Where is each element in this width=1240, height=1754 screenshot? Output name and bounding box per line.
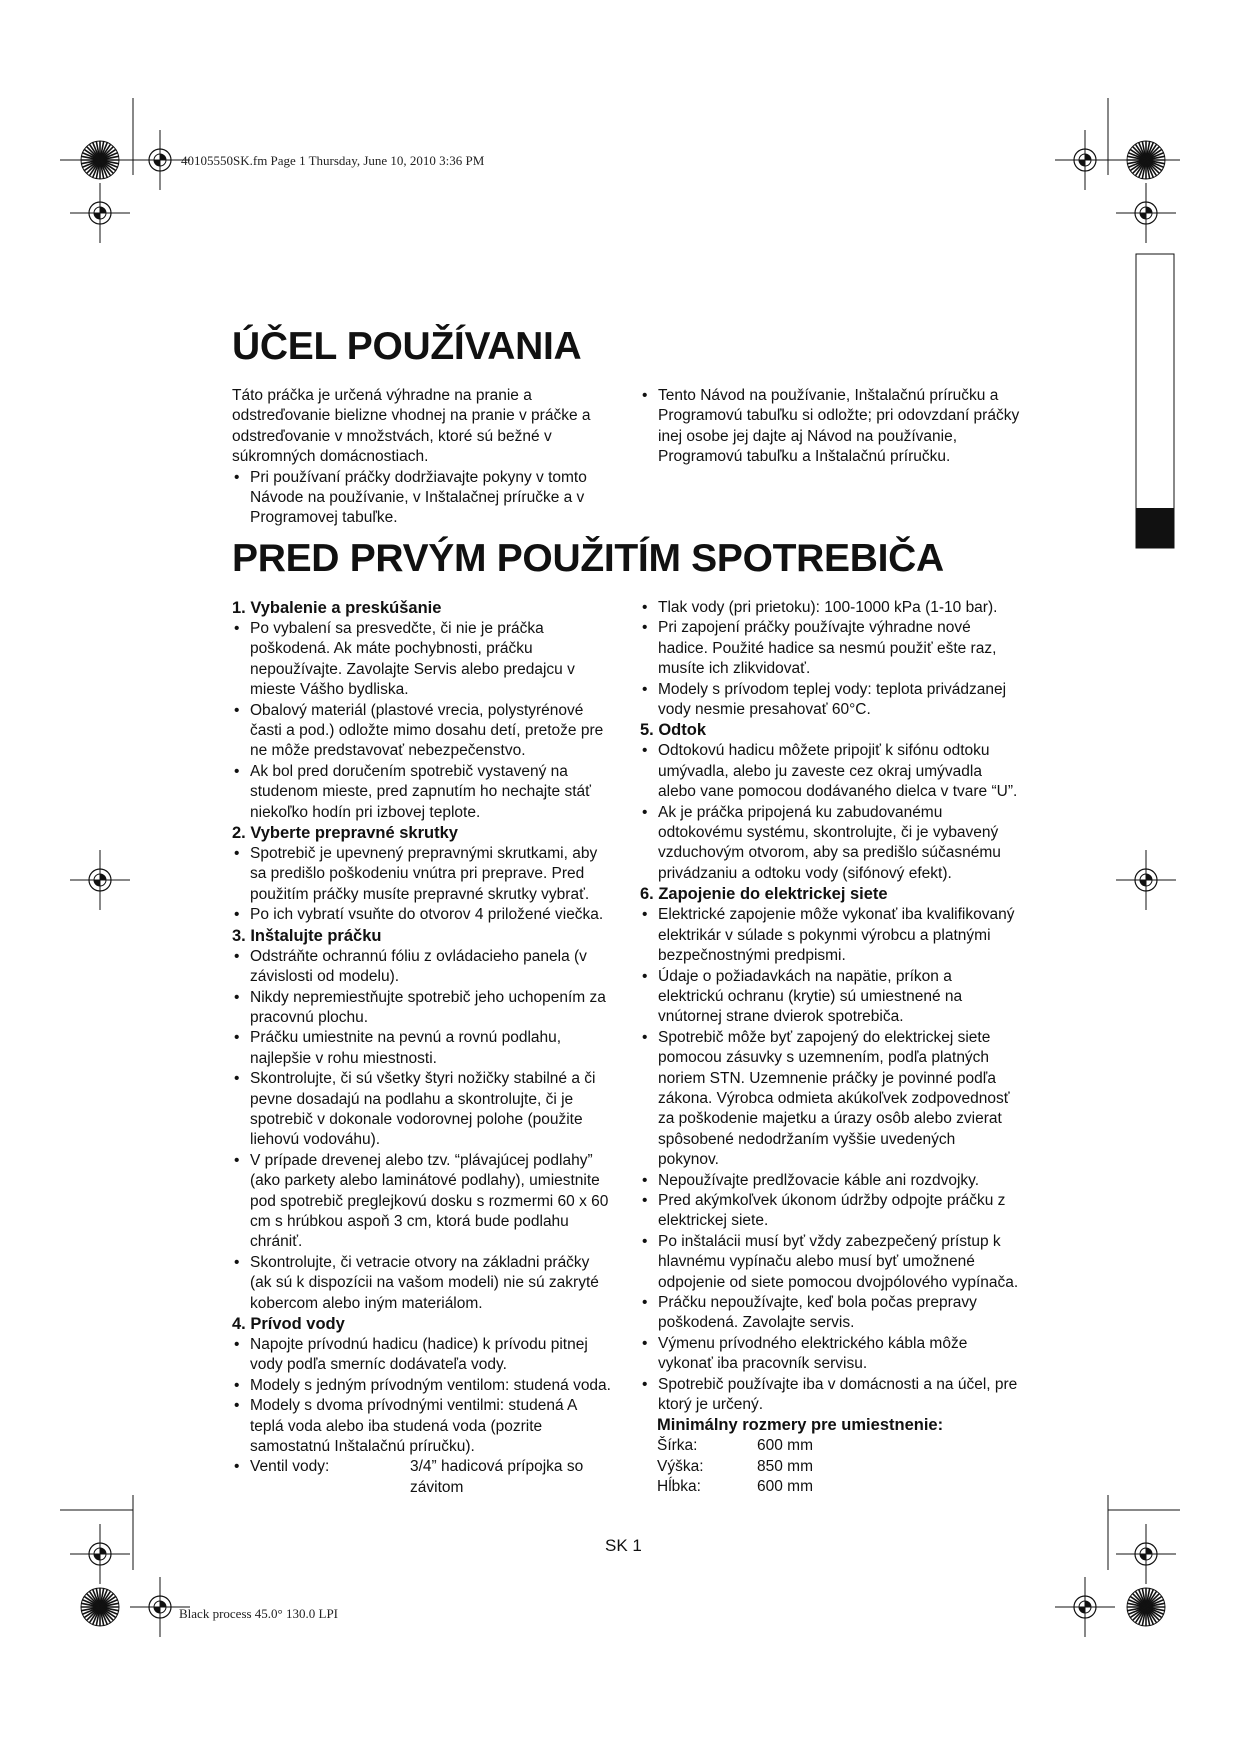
dimensions-heading: Minimálny rozmery pre umiestnenie: xyxy=(657,1416,944,1435)
list-item: • Pri používaní práčky dodržiavajte pokyny v tomto Návode na používanie, v Inštalačnej príručke a v Programovej tabuľke. xyxy=(232,468,612,529)
list-item: • Skontrolujte, či vetracie otvory na základni práčky (ak sú k dispozícii na vašom modeli) nie sú zakryté kobercom alebo iným materiálom. xyxy=(232,1253,612,1314)
section-title-purpose: ÚČEL POUŽÍVANIA xyxy=(232,325,582,368)
minimum-dimensions xyxy=(657,1415,1020,1497)
before-use-column-right xyxy=(640,598,1020,1498)
page-number: SK 1 xyxy=(605,1536,642,1555)
dimension-label: Šírka: xyxy=(657,1437,698,1455)
list-item: • Po ich vybratí vsuňte do otvorov 4 priložené viečka. xyxy=(232,905,612,925)
valve-label: • Ventil vody: xyxy=(250,1458,330,1476)
list-item: • Odtokovú hadicu môžete pripojiť k sifónu odtoku umývadla, alebo ju zaveste cez okraj umývadla alebo vane pomocou dodávaného dielca v tvare “U”. xyxy=(640,741,1020,802)
purpose-column-right xyxy=(640,386,1020,468)
dimension-label: Výška: xyxy=(657,1457,704,1475)
list-item: • Tento Návod na používanie, Inštalačnú príručku a Programovú tabuľku si odložte; pri odovzdaní práčky inej osobe jej dajte aj Návod na používanie, Programovú tabuľku a Inštalačnú príručku. xyxy=(640,386,1020,468)
purpose-column-left xyxy=(232,386,612,529)
list-item-valve xyxy=(232,1457,612,1498)
list-item: • Po vybalení sa presvedčte, či nie je práčka poškodená. Ak máte pochybnosti, práčku nepoužívajte. Zavolajte Servis alebo predajcu v mieste Vášho bydliska. xyxy=(232,619,612,701)
dimension-label: Hĺbka: xyxy=(657,1478,701,1496)
list-item: • Skontrolujte, či sú všetky štyri nožičky stabilné a či pevne dosadajú na podlahu a skontrolujte, či je spotrebič v dokonale vodorovnej polohe (použite liehovú vodováhu). xyxy=(232,1069,612,1151)
list-item: • Výmenu prívodného elektrického kábla môže vykonať iba pracovník servisu. xyxy=(640,1334,1020,1375)
list-item: • Práčku nepoužívajte, keď bola počas prepravy poškodená. Zavolajte servis. xyxy=(640,1293,1020,1334)
list-item: • Modely s jedným prívodným ventilom: studená voda. xyxy=(232,1376,612,1396)
valve-value: 3/4” hadicová prípojka so závitom xyxy=(410,1458,584,1496)
purpose-paragraph: Táto práčka je určená výhradne na pranie a odstreďovanie bielizne vhodnej na pranie v práčke a odstreďovanie v množstvách, ktoré sú bežné v súkromných domácnostiach. xyxy=(232,387,591,466)
before-use-column-left xyxy=(232,598,612,1498)
dimension-row xyxy=(657,1436,1020,1456)
list-item: • Po inštalácii musí byť vždy zabezpečený prístup k hlavnému vypínaču alebo musí byť umožnené odpojenie od siete pomocou dvojpólového vypínača. xyxy=(640,1232,1020,1293)
dimension-value: 600 mm xyxy=(757,1478,813,1496)
section-title-before-first-use: PRED PRVÝM POUŽITÍM SPOTREBIČA xyxy=(232,537,944,580)
list-item: • Modely s prívodom teplej vody: teplota privádzanej vody nesmie presahovať 60°C. xyxy=(640,680,1020,721)
subsection-heading-install: 3. Inštalujte práčku xyxy=(232,926,382,945)
list-item: • Odstráňte ochrannú fóliu z ovládacieho panela (v závislosti od modelu). xyxy=(232,947,612,988)
subsection-heading-transport-bolts: 2. Vyberte prepravné skrutky xyxy=(232,824,458,843)
list-item: • Údaje o požiadavkách na napätie, príkon a elektrickú ochranu (krytie) sú umiestnené na vnútornej strane dvierok spotrebiča. xyxy=(640,967,1020,1028)
dimension-value: 850 mm xyxy=(757,1457,813,1475)
list-item: • Spotrebič používajte iba v domácnosti a na účel, pre ktorý je určený. xyxy=(640,1375,1020,1416)
print-footer: Black process 45.0° 130.0 LPI xyxy=(179,1606,339,1621)
list-item: • Ak bol pred doručením spotrebič vystavený na studenom mieste, pred zapnutím ho nechajte stáť niekoľko hodín pri izbovej teplote. xyxy=(232,762,612,823)
section-tab-marker xyxy=(1136,508,1174,548)
list-item: • Napojte prívodnú hadicu (hadice) k prívodu pitnej vody podľa smerníc dodávateľa vody. xyxy=(232,1335,612,1376)
dimension-row xyxy=(657,1457,1020,1477)
list-item: • Pri zapojení práčky používajte výhradne nové hadice. Použité hadice sa nesmú použiť ešte raz, musíte ich zlikvidovať. xyxy=(640,618,1020,679)
print-header: 40105550SK.fm Page 1 Thursday, June 10, 2010 3:36 PM xyxy=(181,153,485,168)
list-item: • Modely s dvoma prívodnými ventilmi: studená A teplá voda alebo iba studená voda (pozrite samostatnú Inštalačnú príručku). xyxy=(232,1396,612,1457)
list-item: • V prípade drevenej alebo tzv. “plávajúcej podlahy” (ako parkety alebo laminátové podlahy), umiestnite pod spotrebič preglejkovú dosku s rozmermi 60 x 60 cm s hrúbkou aspoň 3 cm, ktorá bude podlahu chrániť. xyxy=(232,1151,612,1253)
list-item: • Spotrebič môže byť zapojený do elektrickej siete pomocou zásuvky s uzemnením, podľa platných noriem STN. Uzemnenie práčky je povinné podľa zákona. Výrobca odmieta akúkoľvek zodpovednosť za poškodenie majetku a úrazy osôb alebo zvierat spôsobené nedodržaním vyššie uvedených pokynov. xyxy=(640,1028,1020,1171)
list-item: • Pred akýmkoľvek úkonom údržby odpojte práčku z elektrickej siete. xyxy=(640,1191,1020,1232)
list-item: • Práčku umiestnite na pevnú a rovnú podlahu, najlepšie v rohu miestnosti. xyxy=(232,1028,612,1069)
subsection-heading-unpacking: 1. Vybalenie a preskúšanie xyxy=(232,599,442,617)
list-item: • Nepoužívajte predlžovacie káble ani rozdvojky. xyxy=(640,1171,1020,1191)
list-item: • Obalový materiál (plastové vrecia, polystyrénové časti a pod.) odložte mimo dosahu detí, pretože pre ne môže predstavovať nebezpečenstvo. xyxy=(232,701,612,762)
dimension-row xyxy=(657,1477,1020,1497)
list-item: • Nikdy nepremiestňujte spotrebič jeho uchopením za pracovnú plochu. xyxy=(232,988,612,1029)
subsection-heading-water-supply: 4. Prívod vody xyxy=(232,1315,345,1333)
list-item: • Spotrebič je upevnený prepravnými skrutkami, aby sa predišlo poškodeniu vnútra pri preprave. Pred použitím práčky musíte prepravné skrutky vybrať. xyxy=(232,844,612,905)
list-item: • Ak je práčka pripojená ku zabudovanému odtokovému systému, skontrolujte, či je vybavený vzduchovým otvorom, aby sa predišlo súčasnému privádzaniu a odtoku vody (sifónový efekt). xyxy=(640,803,1020,885)
subsection-heading-electrical: 6. Zapojenie do elektrickej siete xyxy=(640,885,888,904)
list-item: • Elektrické zapojenie môže vykonať iba kvalifikovaný elektrikár v súlade s pokynmi výrobcu a platnými bezpečnostnými predpismi. xyxy=(640,905,1020,966)
list-item: • Tlak vody (pri prietoku): 100-1000 kPa (1-10 bar). xyxy=(640,598,1020,618)
dimension-value: 600 mm xyxy=(757,1437,813,1455)
subsection-heading-drain: 5. Odtok xyxy=(640,721,707,740)
